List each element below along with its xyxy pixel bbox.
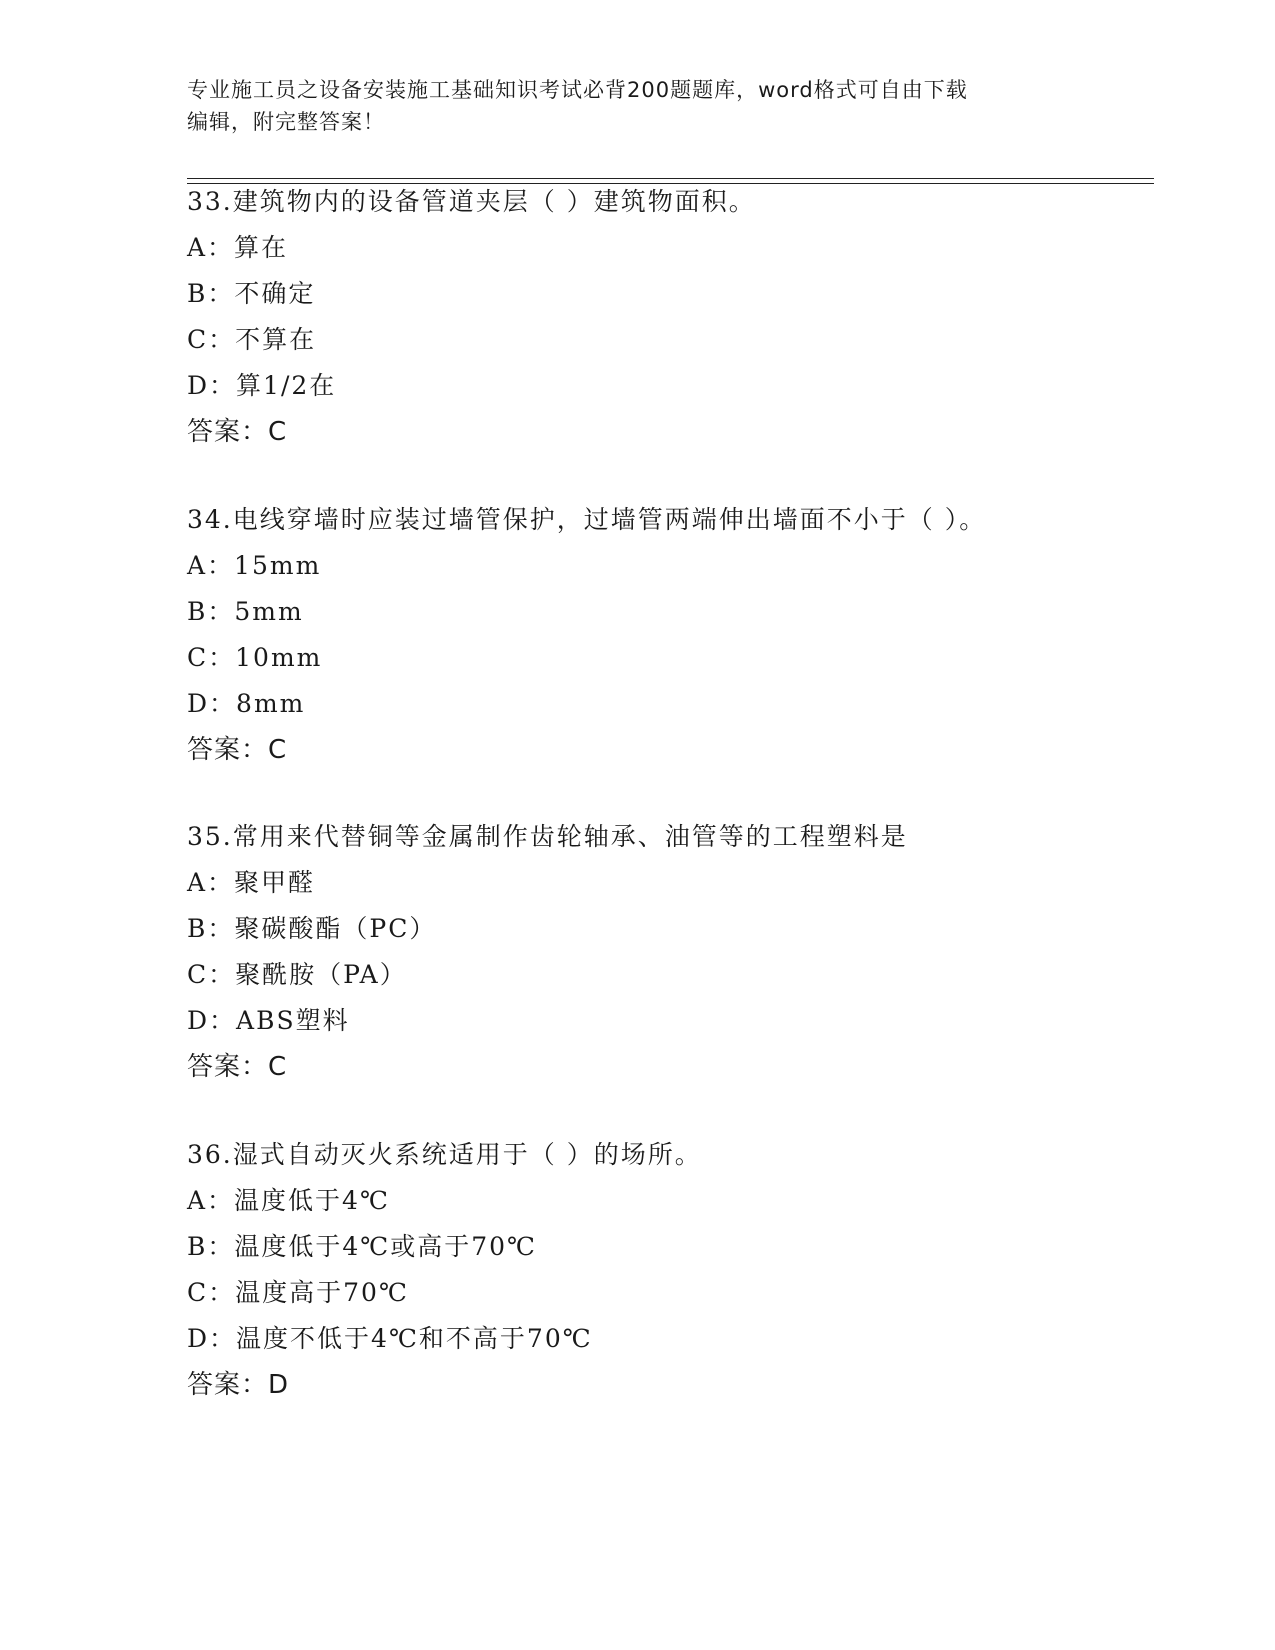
answer-line: 答案：C — [187, 417, 288, 447]
document-header — [187, 74, 1087, 138]
answer-line: 答案：C — [187, 735, 288, 765]
option-b: B：5mm — [187, 597, 304, 626]
question-36 — [187, 1140, 1187, 1400]
header-divider-bottom — [187, 183, 1154, 184]
option-c: C：聚酰胺（PA） — [187, 960, 407, 989]
option-b: B：温度低于4℃或高于70℃ — [187, 1232, 538, 1261]
option-c: C：10mm — [187, 643, 323, 672]
answer-line: 答案：C — [187, 1052, 288, 1082]
option-b: B：聚碳酸酯（PC） — [187, 914, 437, 943]
option-b: B：不确定 — [187, 279, 316, 308]
option-a: A：算在 — [187, 233, 289, 262]
option-a: A：温度低于4℃ — [187, 1186, 390, 1215]
header-line-1: 专业施工员之设备安装施工基础知识考试必背200题题库，word格式可自由下载 — [187, 78, 968, 102]
header-divider-top — [187, 178, 1154, 179]
option-a: A：聚甲醛 — [187, 868, 316, 897]
header-line-2: 编辑，附完整答案！ — [187, 110, 385, 134]
answer-line: 答案：D — [187, 1370, 290, 1400]
option-d: D：温度不低于4℃和不高于70℃ — [187, 1324, 593, 1353]
option-d: D：算1/2在 — [187, 371, 337, 400]
question-title: 36.湿式自动灭火系统适用于（ ）的场所。 — [187, 1140, 702, 1169]
option-d: D：8mm — [187, 689, 306, 718]
option-d: D：ABS塑料 — [187, 1006, 350, 1035]
question-35 — [187, 822, 1187, 1082]
question-33 — [187, 187, 1187, 447]
question-title: 33.建筑物内的设备管道夹层（ ）建筑物面积。 — [187, 187, 756, 216]
question-34 — [187, 505, 1187, 765]
question-title: 35.常用来代替铜等金属制作齿轮轴承、油管等的工程塑料是 — [187, 822, 908, 851]
question-title: 34.电线穿墙时应装过墙管保护，过墙管两端伸出墙面不小于（ ）。 — [187, 505, 987, 534]
option-c: C：温度高于70℃ — [187, 1278, 409, 1307]
option-a: A：15mm — [187, 551, 322, 580]
option-c: C：不算在 — [187, 325, 317, 354]
